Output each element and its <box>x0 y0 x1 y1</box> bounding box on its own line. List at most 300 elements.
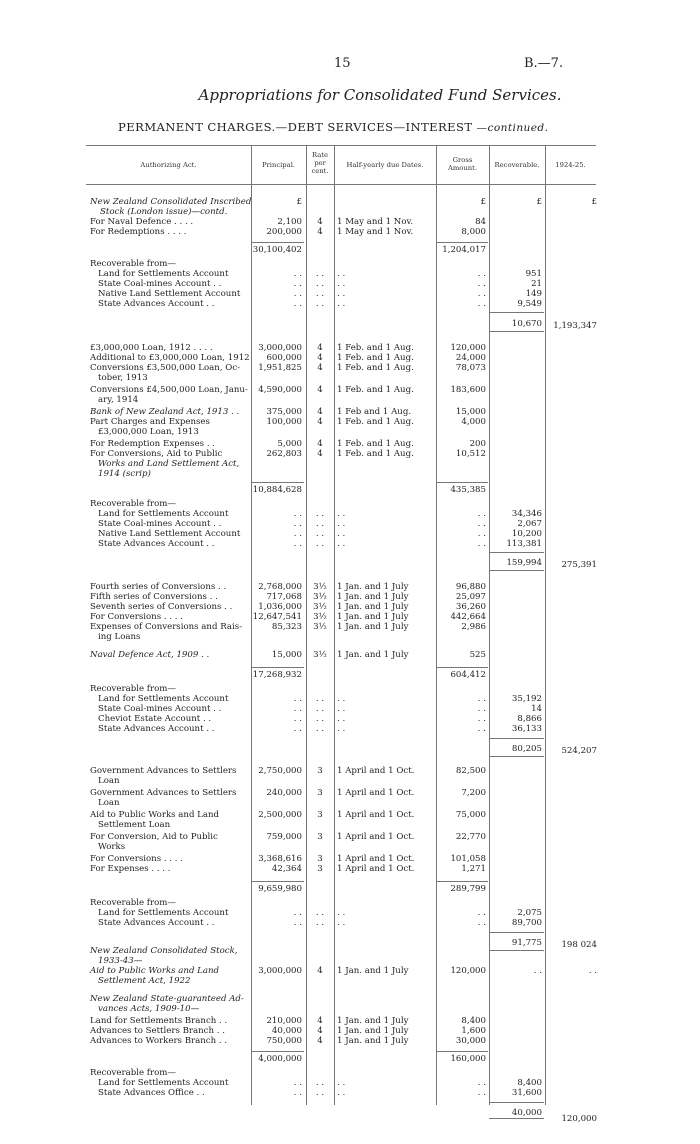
cell-principal: 1,036,000 <box>258 602 302 612</box>
cell-act: Land for Settlements Account <box>98 908 229 918</box>
cell-rate: 4 <box>317 227 323 237</box>
cell-rec: 8,866 <box>517 714 542 724</box>
cell-act: New Zealand Consolidated Inscribed <box>90 197 252 207</box>
cell-act: Advances to Settlers Branch . . <box>90 1026 225 1036</box>
cell-year: 275,391 <box>561 560 597 570</box>
cell-principal: 17,268,932 <box>252 670 302 680</box>
cell-rate: 3½ <box>313 612 327 622</box>
cell-rate: 4 <box>317 363 323 373</box>
cell-gross: . . <box>477 1088 486 1098</box>
cell-principal: 1,951,825 <box>258 363 302 373</box>
cell-act: State Coal-mines Account . . <box>98 519 222 529</box>
cell-rec: 149 <box>525 289 542 299</box>
cell-act: Bank of New Zealand Act, 1913 . . <box>90 407 240 417</box>
cell-act: Native Land Settlement Account <box>98 289 241 299</box>
cell-principal: 100,000 <box>266 417 302 427</box>
cell-act: For Conversions . . . . <box>90 854 183 864</box>
cell-act: Conversions £3,500,000 Loan, Oc- <box>90 363 241 373</box>
cell-rate: . . <box>315 509 325 519</box>
cell-principal: 3,000,000 <box>258 343 302 353</box>
cell-rate: 3 <box>317 810 323 820</box>
cell-gross: . . <box>477 918 486 928</box>
cell-gross: . . <box>477 694 486 704</box>
cell-rate: . . <box>315 539 325 549</box>
cell-principal: 85,323 <box>271 622 302 632</box>
subtotal-rule <box>489 1118 544 1119</box>
cell-dates: . . <box>337 918 346 928</box>
cell-act: For Redemptions . . . . <box>90 227 187 237</box>
cell-act: State Advances Account . . <box>98 724 215 734</box>
cell-rec: 21 <box>531 279 542 289</box>
cell-principal: . . <box>293 299 302 309</box>
cell-gross: 435,385 <box>450 485 486 495</box>
cell-gross: 120,000 <box>450 343 486 353</box>
cell-rate: . . <box>315 1078 325 1088</box>
cell-rate: 3½ <box>313 602 327 612</box>
cell-rate: 4 <box>317 1026 323 1036</box>
cell-dates: . . <box>337 289 346 299</box>
cell-act: Part Charges and Expenses <box>90 417 210 427</box>
cell-principal: . . <box>293 1078 302 1088</box>
cell-principal: 200,000 <box>266 227 302 237</box>
cell-dates: . . <box>337 704 346 714</box>
cell-dates: 1 Jan. and 1 July <box>337 612 409 622</box>
cell-rate: . . <box>315 519 325 529</box>
cell-principal: . . <box>293 529 302 539</box>
cell-act: Stock (London issue)—contd. <box>100 207 228 217</box>
cell-rec: 10,200 <box>511 529 542 539</box>
cell-principal: 30,100,402 <box>252 245 302 255</box>
cell-gross: 96,880 <box>455 582 486 592</box>
cell-gross: 84 <box>475 217 486 227</box>
cell-gross: . . <box>477 269 486 279</box>
cell-gross: 2,986 <box>461 622 486 632</box>
cell-principal: 2,768,000 <box>258 582 302 592</box>
cell-principal: 2,100 <box>277 217 302 227</box>
cell-dates: . . <box>337 908 346 918</box>
cell-dates: 1 Jan. and 1 July <box>337 966 409 976</box>
cell-rec: 34,346 <box>511 509 542 519</box>
cell-rec: 159,994 <box>506 558 542 568</box>
cell-dates: 1 Jan. and 1 July <box>337 1036 409 1046</box>
cell-rate: 4 <box>317 439 323 449</box>
cell-rec: . . <box>533 966 542 976</box>
cell-principal: 600,000 <box>266 353 302 363</box>
cell-gross: . . <box>477 289 486 299</box>
cell-gross: 24,000 <box>455 353 486 363</box>
cell-act: State Advances Account . . <box>98 918 215 928</box>
cell-gross: 10,512 <box>455 449 486 459</box>
paper-reference: B.—7. <box>524 56 564 71</box>
cell-dates: 1 Feb. and 1 Aug. <box>337 343 414 353</box>
cell-rate: 4 <box>317 1016 323 1026</box>
cell-act: Fourth series of Conversions . . <box>90 582 227 592</box>
cell-act: Land for Settlements Account <box>98 694 229 704</box>
cell-dates: . . <box>337 269 346 279</box>
cell-rec: 36,133 <box>511 724 542 734</box>
cell-gross: 22,770 <box>455 832 486 842</box>
cell-principal: . . <box>293 519 302 529</box>
cell-gross: 75,000 <box>455 810 486 820</box>
cell-gross: 289,799 <box>450 884 486 894</box>
cell-act: Land for Settlements Branch . . <box>90 1016 228 1026</box>
subtotal-rule <box>489 756 544 757</box>
cell-act: ary, 1914 <box>98 395 139 405</box>
cell-rate: 4 <box>317 385 323 395</box>
cell-act: Recoverable from— <box>90 898 176 908</box>
cell-rec: 10,670 <box>511 319 542 329</box>
cell-rate: 3½ <box>313 592 327 602</box>
cell-dates: 1 Feb. and 1 Aug. <box>337 417 414 427</box>
subtotal-rule <box>436 482 488 483</box>
cell-act: Aid to Public Works and Land <box>90 810 220 820</box>
cell-dates: 1 Feb. and 1 Aug. <box>337 385 414 395</box>
cell-year: . . <box>588 966 597 976</box>
cell-principal: . . <box>293 289 302 299</box>
cell-dates: 1 April and 1 Oct. <box>337 766 415 776</box>
cell-rec: 14 <box>531 704 542 714</box>
cell-gross: . . <box>477 724 486 734</box>
cell-rate: . . <box>315 908 325 918</box>
cell-gross: . . <box>477 279 486 289</box>
cell-rate: 3½ <box>313 582 327 592</box>
cell-principal: 750,000 <box>266 1036 302 1046</box>
cell-act: For Conversions, Aid to Public <box>90 449 223 459</box>
cell-rate: 3 <box>317 766 323 776</box>
header-gross-line1: Gross <box>452 156 473 164</box>
cell-gross: 1,204,017 <box>442 245 486 255</box>
cell-principal: 210,000 <box>266 1016 302 1026</box>
cell-rec: 2,067 <box>517 519 542 529</box>
section-heading-main: PERMANENT CHARGES.—DEBT SERVICES—INTEREST <box>118 120 473 134</box>
cell-rate: 4 <box>317 353 323 363</box>
cell-rate: 3 <box>317 788 323 798</box>
cell-act: Recoverable from— <box>90 259 176 269</box>
section-heading-continued: —continued. <box>476 122 549 134</box>
section-heading <box>118 120 548 134</box>
cell-principal: 3,368,616 <box>258 854 302 864</box>
cell-principal: 3,000,000 <box>258 966 302 976</box>
cell-dates: . . <box>337 299 346 309</box>
cell-dates: . . <box>337 694 346 704</box>
cell-act: Advances to Workers Branch . . <box>90 1036 228 1046</box>
cell-year: 120,000 <box>561 1114 597 1124</box>
cell-gross: 442,664 <box>450 612 486 622</box>
cell-gross: 78,073 <box>455 363 486 373</box>
cell-dates: 1 Jan. and 1 July <box>337 602 409 612</box>
cell-dates: 1 Feb. and 1 Aug. <box>337 449 414 459</box>
cell-act: For Expenses . . . . <box>90 864 171 874</box>
cell-gross: . . <box>477 704 486 714</box>
header-authorizing-act: Authorizing Act. <box>140 161 197 169</box>
cell-rec: 8,400 <box>517 1078 542 1088</box>
page-title: Appropriations for Consolidated Fund Services. <box>198 86 562 104</box>
cell-act: Aid to Public Works and Land <box>90 966 220 976</box>
cell-act: 1914 (scrip) <box>98 469 151 479</box>
cell-rate: . . <box>315 714 325 724</box>
cell-principal: . . <box>293 724 302 734</box>
cell-dates: 1 Feb and 1 Aug. <box>337 407 412 417</box>
cell-rate: 4 <box>317 407 323 417</box>
cell-rate: . . <box>315 1088 325 1098</box>
subtotal-rule <box>436 667 488 668</box>
cell-act: State Advances Account . . <box>98 539 215 549</box>
cell-rate: . . <box>315 279 325 289</box>
subtotal-rule <box>489 950 544 951</box>
cell-act: For Redemption Expenses . . <box>90 439 216 449</box>
cell-act: Expenses of Conversions and Rais- <box>90 622 243 632</box>
cell-rate: . . <box>315 704 325 714</box>
subtotal-rule <box>252 881 304 882</box>
cell-gross: 1,271 <box>461 864 486 874</box>
cell-rec: 80,205 <box>511 744 542 754</box>
cell-act: For Conversion, Aid to Public <box>90 832 218 842</box>
subtotal-rule <box>436 1051 488 1052</box>
cell-dates: 1 April and 1 Oct. <box>337 864 415 874</box>
cell-principal: . . <box>293 539 302 549</box>
cell-dates: 1 Jan. and 1 July <box>337 650 409 660</box>
column-divider <box>545 145 546 1105</box>
cell-gross: 36,260 <box>455 602 486 612</box>
cell-principal: . . <box>293 918 302 928</box>
cell-rec: £ <box>536 197 542 207</box>
cell-dates: . . <box>337 714 346 724</box>
cell-gross: 101,058 <box>450 854 486 864</box>
cell-gross: 525 <box>469 650 486 660</box>
cell-gross: . . <box>477 529 486 539</box>
cell-principal: 42,364 <box>271 864 302 874</box>
subtotal-rule <box>252 242 304 243</box>
cell-principal: 9,659,980 <box>258 884 302 894</box>
subtotal-rule <box>489 570 544 571</box>
cell-rate: 3 <box>317 832 323 842</box>
cell-principal: 2,750,000 <box>258 766 302 776</box>
cell-principal: . . <box>293 269 302 279</box>
cell-rate: . . <box>315 299 325 309</box>
cell-dates: 1 Jan. and 1 July <box>337 1016 409 1026</box>
cell-gross: 604,412 <box>450 670 486 680</box>
cell-principal: . . <box>293 908 302 918</box>
subtotal-rule <box>436 881 488 882</box>
header-gross-line2: Amount. <box>447 164 478 172</box>
cell-gross: 82,500 <box>455 766 486 776</box>
cell-act: Government Advances to Settlers <box>90 766 237 776</box>
subtotal-rule <box>252 1051 304 1052</box>
cell-year: 1,193,347 <box>553 321 597 331</box>
cell-principal: . . <box>293 1088 302 1098</box>
cell-act: £3,000,000 Loan, 1912 . . . . <box>90 343 213 353</box>
cell-gross: . . <box>477 519 486 529</box>
cell-gross: 120,000 <box>450 966 486 976</box>
cell-act: Fifth series of Conversions . . <box>90 592 218 602</box>
cell-dates: . . <box>337 539 346 549</box>
cell-rate: . . <box>315 724 325 734</box>
cell-principal: 4,000,000 <box>258 1054 302 1064</box>
cell-act: For Naval Defence . . . . <box>90 217 194 227</box>
cell-act: Loan <box>98 776 120 786</box>
cell-rate: 4 <box>317 417 323 427</box>
cell-principal: 4,590,000 <box>258 385 302 395</box>
cell-gross: . . <box>477 714 486 724</box>
cell-dates: 1 Jan. and 1 July <box>337 622 409 632</box>
subtotal-rule <box>489 312 544 313</box>
cell-gross: £ <box>480 197 486 207</box>
cell-dates: . . <box>337 279 346 289</box>
cell-dates: . . <box>337 1078 346 1088</box>
cell-act: £3,000,000 Loan, 1913 <box>98 427 199 437</box>
cell-principal: 15,000 <box>271 650 302 660</box>
cell-gross: 30,000 <box>455 1036 486 1046</box>
cell-act: New Zealand Consolidated Stock, <box>90 946 238 956</box>
cell-gross: 15,000 <box>455 407 486 417</box>
page-number: 15 <box>334 56 351 71</box>
cell-rec: 31,600 <box>511 1088 542 1098</box>
cell-gross: 200 <box>469 439 486 449</box>
cell-rate: . . <box>315 918 325 928</box>
cell-act: Native Land Settlement Account <box>98 529 241 539</box>
cell-act: vances Acts, 1909-10— <box>98 1004 200 1014</box>
cell-dates: 1 Jan. and 1 July <box>337 1026 409 1036</box>
cell-rate: 3½ <box>313 650 327 660</box>
cell-rec: 91,775 <box>511 938 542 948</box>
cell-gross: 160,000 <box>450 1054 486 1064</box>
header-principal: Principal. <box>261 161 296 169</box>
cell-principal: 717,068 <box>266 592 302 602</box>
cell-act: Loan <box>98 798 120 808</box>
cell-dates: . . <box>337 509 346 519</box>
cell-principal: 12,647,541 <box>252 612 302 622</box>
cell-rate: 4 <box>317 966 323 976</box>
cell-gross: 4,000 <box>461 417 486 427</box>
cell-year: 524,207 <box>561 746 597 756</box>
cell-rate: 3 <box>317 864 323 874</box>
cell-gross: 7,200 <box>461 788 486 798</box>
column-divider <box>334 145 335 1105</box>
cell-principal: 2,500,000 <box>258 810 302 820</box>
subtotal-rule <box>252 482 304 483</box>
table-top-rule <box>86 145 596 146</box>
cell-rec: 89,700 <box>511 918 542 928</box>
cell-act: State Coal-mines Account . . <box>98 279 222 289</box>
cell-dates: . . <box>337 529 346 539</box>
header-due-dates: Half-yearly due Dates. <box>346 161 424 169</box>
subtotal-rule <box>252 667 304 668</box>
header-rate-line1: Rate <box>311 151 329 159</box>
subtotal-rule <box>436 242 488 243</box>
cell-act: Land for Settlements Account <box>98 1078 229 1088</box>
cell-principal: 10,884,628 <box>252 485 302 495</box>
cell-act: Seventh series of Conversions . . <box>90 602 233 612</box>
cell-rate: 4 <box>317 217 323 227</box>
header-rate-line3: cent. <box>311 167 329 175</box>
cell-rate: . . <box>315 529 325 539</box>
cell-principal: . . <box>293 509 302 519</box>
cell-rec: 2,075 <box>517 908 542 918</box>
cell-rate: 3½ <box>313 622 327 632</box>
cell-rec: 40,000 <box>511 1108 542 1118</box>
table-header-rule <box>86 184 596 185</box>
cell-principal: . . <box>293 714 302 724</box>
cell-act: tober, 1913 <box>98 373 148 383</box>
cell-act: State Advances Account . . <box>98 299 215 309</box>
cell-principal: 262,803 <box>266 449 302 459</box>
cell-rate: 4 <box>317 1036 323 1046</box>
cell-rate: . . <box>315 269 325 279</box>
cell-gross: 8,000 <box>461 227 486 237</box>
cell-rate: 3 <box>317 854 323 864</box>
cell-dates: 1 April and 1 Oct. <box>337 788 415 798</box>
cell-act: Recoverable from— <box>90 499 176 509</box>
cell-principal: 375,000 <box>266 407 302 417</box>
cell-rec: 951 <box>525 269 542 279</box>
cell-gross: 25,097 <box>455 592 486 602</box>
cell-dates: 1 Jan. and 1 July <box>337 582 409 592</box>
cell-rate: 4 <box>317 449 323 459</box>
cell-rate: 4 <box>317 343 323 353</box>
cell-rec: 9,549 <box>517 299 542 309</box>
cell-principal: . . <box>293 279 302 289</box>
cell-dates: . . <box>337 519 346 529</box>
cell-act: Settlement Act, 1922 <box>98 976 191 986</box>
cell-act: Recoverable from— <box>90 684 176 694</box>
cell-dates: 1 Feb. and 1 Aug. <box>337 363 414 373</box>
cell-act: Cheviot Estate Account . . <box>98 714 212 724</box>
cell-year: £ <box>591 197 597 207</box>
cell-dates: 1 May and 1 Nov. <box>337 227 414 237</box>
cell-gross: 1,600 <box>461 1026 486 1036</box>
subtotal-rule <box>489 552 544 553</box>
cell-act: Naval Defence Act, 1909 . . <box>90 650 210 660</box>
cell-act: Recoverable from— <box>90 1068 176 1078</box>
cell-dates: 1 Feb. and 1 Aug. <box>337 353 414 363</box>
cell-dates: . . <box>337 724 346 734</box>
header-year: 1924-25. <box>555 161 586 169</box>
subtotal-rule <box>489 738 544 739</box>
cell-act: Land for Settlements Account <box>98 269 229 279</box>
cell-gross: 8,400 <box>461 1016 486 1026</box>
cell-act: New Zealand State-guaranteed Ad- <box>90 994 244 1004</box>
cell-principal: 40,000 <box>271 1026 302 1036</box>
cell-gross: 183,600 <box>450 385 486 395</box>
cell-act: Land for Settlements Account <box>98 509 229 519</box>
cell-act: Conversions £4,500,000 Loan, Janu- <box>90 385 248 395</box>
cell-dates: 1 April and 1 Oct. <box>337 854 415 864</box>
cell-act: Additional to £3,000,000 Loan, 1912 <box>90 353 250 363</box>
cell-rate: . . <box>315 289 325 299</box>
cell-act: Government Advances to Settlers <box>90 788 237 798</box>
cell-act: State Coal-mines Account . . <box>98 704 222 714</box>
cell-gross: . . <box>477 509 486 519</box>
cell-act: 1933-43— <box>98 956 143 966</box>
cell-rec: 113,381 <box>506 539 542 549</box>
subtotal-rule <box>489 331 544 332</box>
cell-rec: 35,192 <box>511 694 542 704</box>
cell-dates: . . <box>337 1088 346 1098</box>
cell-principal: 759,000 <box>266 832 302 842</box>
cell-dates: 1 April and 1 Oct. <box>337 810 415 820</box>
cell-act: State Advances Office . . <box>98 1088 205 1098</box>
cell-act: Settlement Loan <box>98 820 171 830</box>
subtotal-rule <box>489 1102 544 1103</box>
cell-act: Works <box>98 842 126 852</box>
subtotal-rule <box>489 932 544 933</box>
header-recoverable: Recoverable. <box>494 161 540 169</box>
cell-dates: 1 April and 1 Oct. <box>337 832 415 842</box>
cell-year: 198 024 <box>561 940 597 950</box>
cell-dates: 1 Jan. and 1 July <box>337 592 409 602</box>
cell-rate: . . <box>315 694 325 704</box>
cell-act: Works and Land Settlement Act, <box>98 459 240 469</box>
